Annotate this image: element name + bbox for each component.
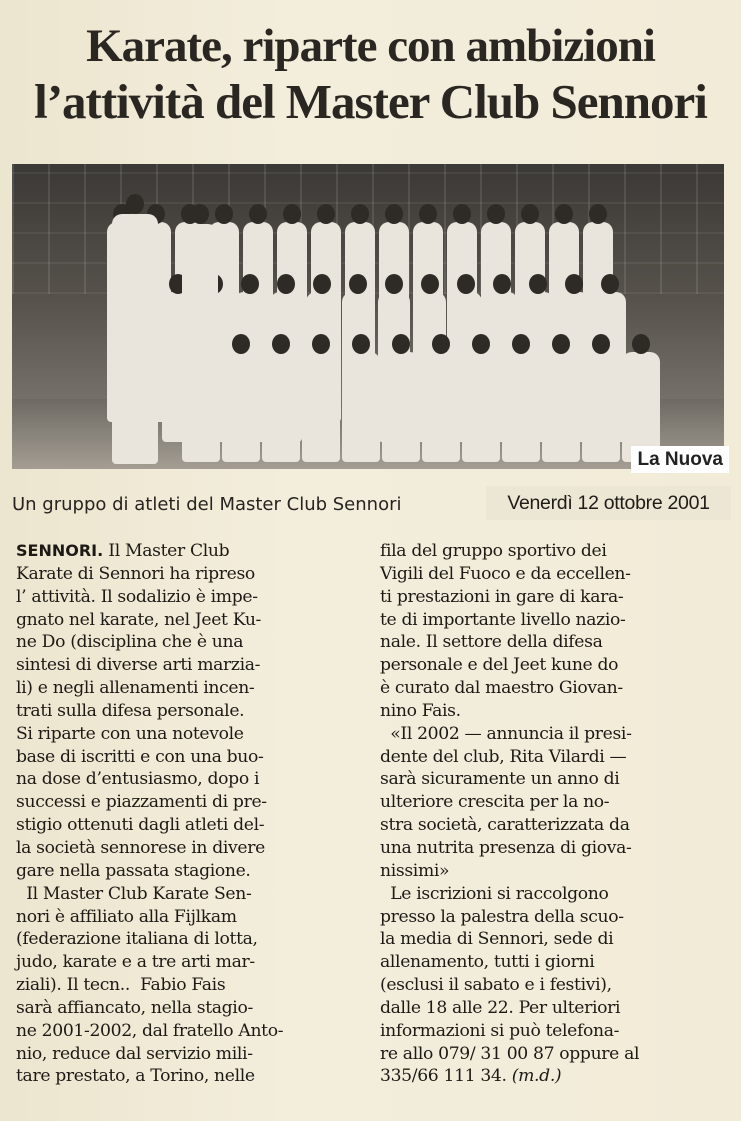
article-line: ulteriore crescita per la no- [380, 792, 610, 813]
athlete-head [241, 274, 259, 294]
article-line [16, 540, 366, 563]
athlete-head [352, 334, 370, 354]
athlete-head [512, 334, 530, 354]
article-line-text: 335/66 111 34. [380, 1066, 512, 1087]
article-line: gnato nel karate, nel Jeet Ku- [16, 609, 262, 630]
article-line: sarà affiancato, nella stagio- [16, 997, 253, 1018]
athlete-figure [502, 352, 540, 462]
article-line: sarà sicuramente un anno di [380, 769, 620, 790]
article-line: base di iscritti e con una buo- [16, 746, 264, 767]
athlete-head [453, 204, 471, 224]
article-line: nori è affiliato alla Fijlkam [16, 906, 237, 927]
article-lead: SENNORI. [16, 541, 104, 560]
article-line-text: Il Master Club [103, 541, 230, 561]
article-line: nale. Il settore della difesa [380, 632, 603, 653]
instructor-figure [112, 214, 158, 464]
instructor-head [126, 194, 144, 214]
article-line: l’ attività. Il sodalizio è impe- [16, 586, 258, 607]
athlete-head [565, 274, 583, 294]
article-line: tare prestato, a Torino, nelle [16, 1066, 255, 1087]
article-line: stra società, caratterizzata da [380, 815, 630, 836]
article-line: gare nella passata stagione. [16, 860, 251, 881]
article-line: allenamento, tutti i giorni [380, 952, 595, 973]
article-line: dente del club, Rita Vilardi — [380, 746, 627, 767]
article-line: re allo 079/ 31 00 87 oppure al [380, 1043, 640, 1064]
athlete-head [385, 204, 403, 224]
article-line: judo, karate e a tre arti mar- [16, 952, 255, 973]
article-line: te di importante livello nazio- [380, 609, 626, 630]
article-line: sintesi di diverse arti marzia- [16, 655, 261, 676]
article-line: ziali). Il tecn.. Fabio Fais [16, 975, 226, 996]
athlete-figure [582, 352, 620, 462]
article-line: Il Master Club Karate Sen- [16, 883, 252, 904]
article-line: dalle 18 alle 22. Per ulteriori [380, 997, 621, 1018]
athlete-figure [262, 352, 300, 462]
athlete-figure [302, 352, 340, 462]
article-column-right [380, 540, 730, 1088]
athlete-head [249, 204, 267, 224]
article-line: nio, reduce dal servizio mili- [16, 1043, 253, 1064]
article-line: Karate di Sennori ha ripreso [16, 563, 255, 584]
athlete-head [421, 274, 439, 294]
article-line: nino Fais. [380, 700, 461, 721]
article-column-left [16, 540, 366, 1088]
photo-caption: Un gruppo di atleti del Master Club Sennori [12, 494, 402, 515]
headline [0, 18, 741, 130]
athlete-head [592, 334, 610, 354]
athlete-head [385, 274, 403, 294]
article-line: trati sulla difesa personale. [16, 700, 245, 721]
article-line: una nutrita presenza di giova- [380, 837, 632, 858]
athlete-figure [342, 352, 380, 462]
athlete-head [277, 274, 295, 294]
article-line: fila del gruppo sportivo dei [380, 541, 607, 561]
athlete-head [457, 274, 475, 294]
athlete-head [555, 204, 573, 224]
article-line: successi e piazzamenti di pre- [16, 792, 267, 813]
athlete-head [472, 334, 490, 354]
athlete-head [521, 204, 539, 224]
article-line: Vigili del Fuoco e da eccellen- [380, 563, 631, 584]
headline-line-2: l’attività del Master Club Sennori [34, 74, 707, 129]
athlete-head [601, 274, 619, 294]
athlete-figure [222, 352, 260, 462]
athlete-figure [382, 352, 420, 462]
athlete-head [552, 334, 570, 354]
athlete-head [313, 274, 331, 294]
athlete-head [317, 204, 335, 224]
article-line: nissimi» [380, 860, 450, 881]
article-line: (federazione italiana di lotta, [16, 929, 258, 950]
photo-credit: La Nuova [631, 446, 729, 473]
athlete-head [312, 334, 330, 354]
article-line: «Il 2002 — annuncia il presi- [380, 723, 632, 744]
instructor-head [191, 204, 209, 224]
athlete-head [529, 274, 547, 294]
author-signature: (m.d.) [511, 1066, 562, 1087]
article-line: Le iscrizioni si raccolgono [380, 883, 609, 904]
article-line: li) e negli allenamenti incen- [16, 678, 255, 699]
article-line: ne Do (disciplina che è una [16, 632, 244, 653]
article-line: la media di Sennori, sede di [380, 929, 614, 950]
athlete-head [392, 334, 410, 354]
article-line: informazioni si può telefona- [380, 1020, 620, 1041]
article-line: Si riparte con una notevole [16, 723, 244, 744]
athlete-head [493, 274, 511, 294]
headline-line-1: Karate, riparte con ambizioni [86, 20, 655, 72]
article-line: la società sennorese in divere [16, 837, 265, 858]
article-line: ne 2001-2002, dal fratello Anto- [16, 1020, 284, 1041]
athlete-figure [542, 352, 580, 462]
article-line: personale e del Jeet kune do [380, 655, 619, 676]
athlete-head [432, 334, 450, 354]
instructor-figure [182, 224, 218, 404]
athlete-figure [462, 352, 500, 462]
athlete-head [419, 204, 437, 224]
article-line: na dose d’entusiasmo, dopo i [16, 769, 260, 790]
article-line: stigio ottenuti dagli atleti del- [16, 815, 265, 836]
athlete-head [272, 334, 290, 354]
article-line: è curato dal maestro Giovan- [380, 678, 623, 699]
article-line [380, 1065, 730, 1088]
athlete-head [589, 204, 607, 224]
group-photo [12, 164, 724, 469]
dateline: Venerdì 12 ottobre 2001 [486, 486, 731, 520]
article-line: presso la palestra della scuo- [380, 906, 624, 927]
athlete-head [232, 334, 250, 354]
athlete-head [632, 334, 650, 354]
athlete-head [487, 204, 505, 224]
athlete-head [215, 204, 233, 224]
article-line: (esclusi il sabato e i festivi), [380, 975, 612, 996]
article-line: ti prestazioni in gare di kara- [380, 586, 624, 607]
athlete-head [283, 204, 301, 224]
athlete-figure [422, 352, 460, 462]
athlete-head [351, 204, 369, 224]
athlete-head [349, 274, 367, 294]
